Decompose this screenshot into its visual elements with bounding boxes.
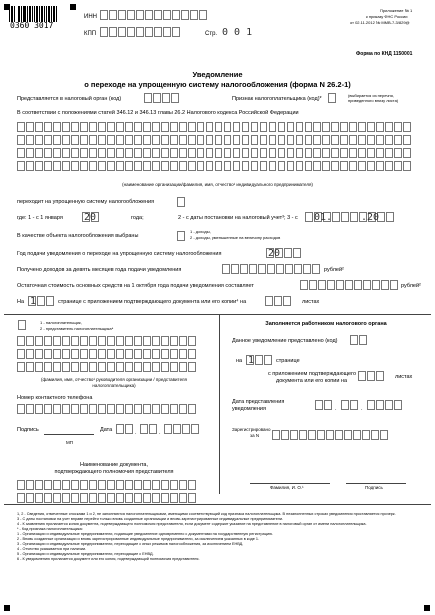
right-pages-value: 1 <box>248 355 255 366</box>
submission-month-cells[interactable] <box>341 400 359 410</box>
codes-title: * - Код признака налогоплательщика: <box>17 527 83 531</box>
phone-label: Номер контактного телефона <box>17 395 93 401</box>
code-3: 3 - Организации и индивидуальные предприниматели, переходящие с иных режимов налогообложения, за исключением ЕНВД. <box>17 542 244 546</box>
org-name-grid[interactable] <box>17 122 412 171</box>
code-1: 1 - Организации и индивидуальные предприниматели, подающие уведомление одновременно с документами на государственную регистрацию. <box>17 532 273 536</box>
code-6: 6 - К уведомлению прилагается документ или его копия, подтверждающий полномочия представителя. <box>17 557 200 561</box>
year-submission-value: 20 <box>268 248 281 259</box>
right-heading: Заполняется работником налогового органа <box>265 321 387 327</box>
pages-prefix: На <box>17 299 25 305</box>
year-suffix: года; <box>131 215 144 221</box>
registered-line1: Зарегистрировано <box>232 427 271 432</box>
submission-year-cells[interactable] <box>367 400 403 410</box>
where-text: где: 1 - с 1 января <box>17 215 63 221</box>
inspector-signature-line <box>346 483 406 484</box>
barcode-number: 0360 3017 <box>10 21 54 30</box>
taxpayer-sign-note2: приведенного внизу листа) <box>348 98 399 103</box>
registered-line2: за N <box>250 433 260 438</box>
date-label: Дата <box>100 427 113 433</box>
signer-type-cell[interactable] <box>18 320 27 330</box>
doc-name-grid[interactable] <box>17 480 197 503</box>
sign-year-cells[interactable] <box>164 424 200 434</box>
signature-label: Подпись <box>17 427 39 433</box>
appendix-line1: Приложение № 1 <box>380 8 413 13</box>
income-cells[interactable] <box>222 264 321 274</box>
submission-date-label1: Дата представления <box>232 399 285 405</box>
date-dot: . <box>335 406 337 412</box>
sign-date-cells[interactable] <box>116 424 134 434</box>
inn-label: ИНН <box>84 14 97 20</box>
submission-day-cells[interactable] <box>315 400 333 410</box>
articles-text: В соответствии с положениями статей 346.12 и 346.13 главы 26.2 Налогового кодекса Российской Федерации <box>17 110 299 116</box>
corner-marker <box>70 4 76 10</box>
year-submission-text: Год подачи уведомления о переходе на упрощенную систему налогообложения <box>17 251 222 257</box>
taxpayer-sign-note1: (выбирается из перечня, <box>348 93 394 98</box>
income-text: Получено доходов за девять месяцев года подачи уведомления <box>17 267 182 273</box>
code-2: 2 - Вновь созданные организации и вновь зарегистрированные индивидуальные предприниматели, за исключением указанных в коде 1. <box>17 537 260 541</box>
signer-option1: 1 - налогоплательщик, <box>40 320 82 325</box>
taxpayer-sign-label: Признак налогоплательщика (код)* <box>232 96 322 102</box>
title-line2: о переходе на упрощенную систему налогообложения (форма N 26.2-1) <box>84 80 351 89</box>
signer-caption2: налогоплательщика) <box>92 383 136 388</box>
signer-name-grid[interactable] <box>17 336 197 372</box>
date-dot: . <box>361 406 363 412</box>
submission-date-label2: уведомления <box>232 406 266 412</box>
appendix-line3: от 02.11.2012 № ММВ-7-3/829@ <box>350 20 410 25</box>
registered-cells[interactable] <box>272 430 389 440</box>
right-sheets-cells[interactable] <box>358 371 385 381</box>
sign-month-cells[interactable] <box>140 424 158 434</box>
inn-cells[interactable] <box>100 10 208 20</box>
attachment-line1: с приложением подтверждающего <box>268 371 357 377</box>
tax-authority-label: Представляется в налоговый орган (код) <box>17 96 122 102</box>
footnote-1: 1, 2 - Сведения, отмеченные сносками 1 и 2, не заполняются налогоплательщиками, имеющими соответствующий код признака налогоплательщика. В незаполненных строках уведомления проставляется прочерк. <box>17 512 396 516</box>
residual-rubles: рублей² <box>401 283 421 289</box>
corner-marker <box>4 605 10 611</box>
page-label: Стр. <box>205 31 218 37</box>
date-dot: . <box>135 430 137 436</box>
object-option1: 1 - доходы, <box>190 229 211 234</box>
submitted-cells[interactable] <box>350 335 368 345</box>
kpp-label: КПП <box>84 31 97 37</box>
phone-cells[interactable] <box>17 404 197 414</box>
tax-authority-cells[interactable] <box>144 93 180 103</box>
inspector-signature-label: Подпись <box>365 485 383 490</box>
date-day-month: 01. <box>314 212 333 223</box>
code-5: 5 - Организации и индивидуальные предприниматели, переходящие с ЕНВД. <box>17 552 154 556</box>
doc-name-line1: Наименование документа, <box>79 462 148 468</box>
object-text: В качестве объекта налогообложения выбраны <box>17 233 139 239</box>
transition-cell[interactable] <box>177 197 186 207</box>
year-value: 20 <box>84 212 97 223</box>
fio-line <box>250 483 330 484</box>
transition-text: переходит на упрощенную систему налогообложения <box>17 199 155 205</box>
kpp-cells[interactable] <box>100 27 181 37</box>
doc-name-line2: подтверждающего полномочия представителя <box>54 469 174 475</box>
residual-cells[interactable] <box>300 280 399 290</box>
signer-option2: 2 - представитель налогоплательщика⁴ <box>40 326 114 331</box>
mp-label: МП <box>66 440 73 445</box>
fio-label: Фамилия, И. О.¹ <box>270 485 304 490</box>
right-sheets-label: листах <box>395 374 413 380</box>
page-number: 0 0 1 <box>222 27 253 38</box>
attachment-line2: документа или его копии на <box>276 378 348 384</box>
corner-marker <box>424 605 430 611</box>
appendix-line2: к приказу ФНС России <box>366 14 408 19</box>
date-dot: . <box>159 430 161 436</box>
column-divider <box>219 314 220 494</box>
pages-value: 1 <box>30 296 37 307</box>
footnote-4: 4 - К заявлению прилагается копия документа, подтверждающего полномочия представителя, если документ содержит указание на представление в налоговый орган от имени налогоплательщика. <box>17 522 367 526</box>
date-year: .20 <box>361 212 380 223</box>
on-text: на <box>236 358 243 364</box>
section-divider <box>4 314 431 315</box>
signature-line <box>44 434 94 435</box>
form-code: Форма по КНД 1150001 <box>356 51 413 57</box>
sheets-cells[interactable] <box>265 296 292 306</box>
taxpayer-sign-cell[interactable] <box>328 93 337 103</box>
footnotes <box>17 512 419 562</box>
footer-divider <box>4 504 431 505</box>
barcode <box>9 6 57 22</box>
income-rubles: рублей² <box>324 267 344 273</box>
residual-text: Остаточная стоимость основных средств на 1 октября года подачи уведомления составляет <box>17 283 254 289</box>
footnote-3: 3 - С даты постановки на учет вправе перейти только вновь созданные организации и вновь зарегистрированные индивидуальные предприниматели. <box>17 517 284 521</box>
submitted-text: Данное уведомление представлено (код) <box>232 338 338 344</box>
page-word: странице <box>276 358 300 364</box>
date-reg-text: 2 - с даты постановки на налоговый учет³; 3 - с <box>178 215 298 221</box>
sheets-label: листах <box>302 299 320 305</box>
signer-caption1: (фамилия, имя, отчество¹ руководителя организации / представителя <box>41 377 187 382</box>
object-option2: 2 - доходы, уменьшенные на величину расходов <box>190 235 281 240</box>
code-4: 4 - Отчество указывается при наличии. <box>17 547 87 551</box>
org-name-caption: (наименование организации/фамилия, имя, отчество¹ индивидуального предпринимателя) <box>122 182 313 187</box>
object-cell[interactable] <box>177 231 186 241</box>
pages-text: странице с приложением подтверждающего документа или его копии⁴ на <box>58 299 247 305</box>
title-line1: Уведомление <box>192 70 243 79</box>
